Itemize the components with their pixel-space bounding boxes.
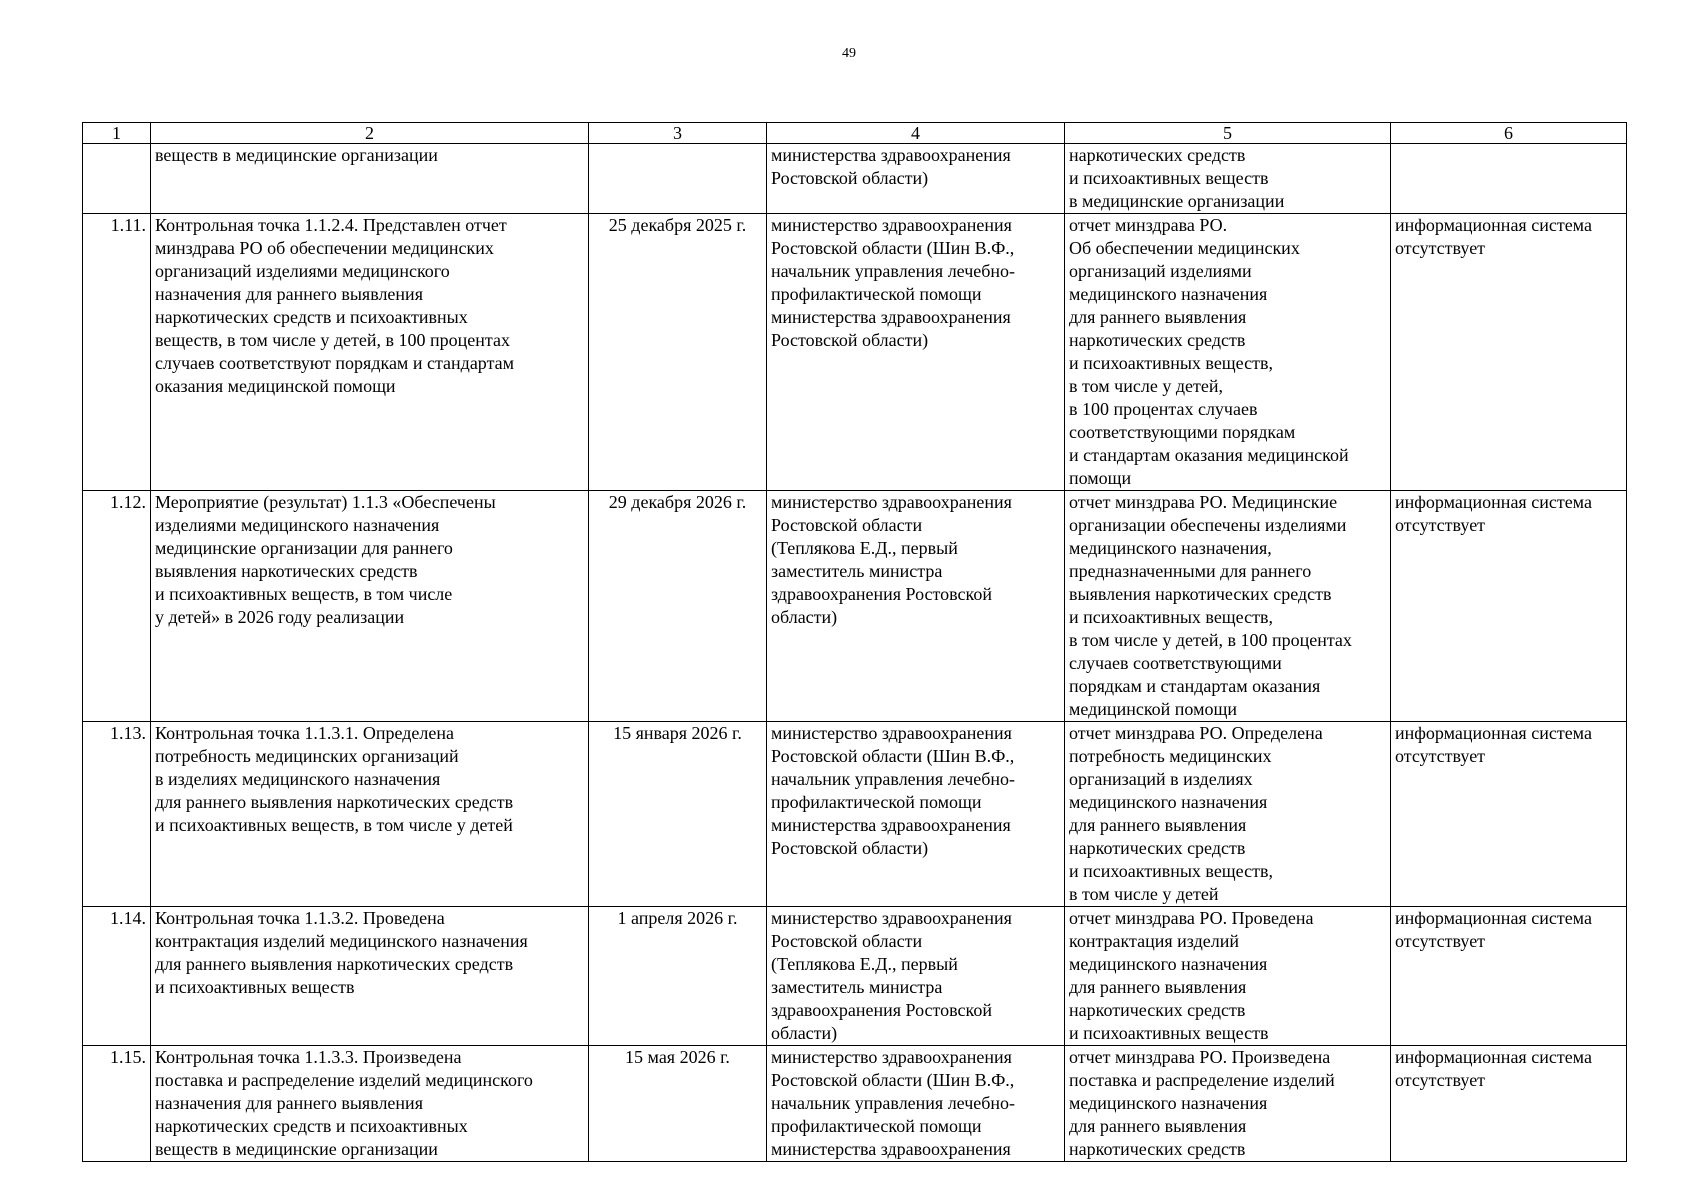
cell-text-line: в медицинские организации: [1069, 191, 1285, 211]
cell-text-line: оказания медицинской помощи: [155, 376, 396, 396]
cell-text-line: и психоактивных веществ,: [1069, 607, 1273, 627]
event-name-cell: [151, 907, 589, 1046]
info-system-cell: [1391, 1046, 1627, 1162]
cell-text-line: министерство здравоохранения: [771, 215, 1012, 235]
cell-text-line: контрактация изделий: [1069, 931, 1239, 951]
cell-text-line: информационная система: [1395, 908, 1592, 928]
cell-text-line: для раннего выявления: [1069, 977, 1247, 997]
cell-text-line: Контрольная точка 1.1.3.2. Проведена: [155, 908, 445, 928]
cell-text-line: информационная система: [1395, 215, 1592, 235]
cell-text-line: случаев соответствуют порядкам и стандартам: [155, 353, 515, 373]
cell-text-line: Ростовской области (Шин В.Ф.,: [771, 238, 1015, 258]
result-document-cell: [1065, 491, 1391, 722]
cell-text-line: соответствующими порядкам: [1069, 422, 1296, 442]
table-body: [83, 144, 1627, 1162]
cell-text-line: информационная система: [1395, 492, 1592, 512]
cell-text-line: Ростовской области (Шин В.Ф.,: [771, 1070, 1015, 1090]
cell-text-line: организаций изделиями: [1069, 261, 1252, 281]
result-document-cell: [1065, 907, 1391, 1046]
cell-text-line: министерство здравоохранения: [771, 1047, 1012, 1067]
cell-text-line: организаций изделиями медицинского: [155, 261, 450, 281]
cell-text-line: отсутствует: [1395, 746, 1486, 766]
table-row: [83, 1046, 1627, 1162]
responsible-cell: [767, 144, 1065, 214]
column-header-3: 3: [589, 123, 767, 144]
cell-text-line: начальник управления лечебно-: [771, 769, 1016, 789]
cell-text-line: министерство здравоохранения: [771, 723, 1012, 743]
cell-text-line: предназначенными для раннего: [1069, 561, 1312, 581]
cell-text-line: и психоактивных веществ: [1069, 168, 1269, 188]
cell-text-line: (Теплякова Е.Д., первый: [771, 538, 958, 558]
info-system-cell: [1391, 722, 1627, 907]
column-header-4: 4: [767, 123, 1065, 144]
cell-text-line: контрактация изделий медицинского назначения: [155, 931, 528, 951]
responsible-cell: [767, 722, 1065, 907]
cell-text-line: Контрольная точка 1.1.3.3. Произведена: [155, 1047, 462, 1067]
cell-text-line: для раннего выявления: [1069, 1116, 1247, 1136]
cell-text-line: отсутствует: [1395, 515, 1486, 535]
cell-text-line: здравоохранения Ростовской: [771, 1000, 992, 1020]
cell-text-line: отсутствует: [1395, 238, 1486, 258]
due-date-cell: 15 мая 2026 г.: [589, 1046, 767, 1162]
row-number-cell: 1.13.: [83, 722, 151, 907]
cell-text-line: в том числе у детей: [1069, 884, 1219, 904]
cell-text-line: и психоактивных веществ,: [1069, 861, 1273, 881]
cell-text-line: Ростовской области: [771, 515, 923, 535]
column-header-1: 1: [83, 123, 151, 144]
cell-text-line: Ростовской области: [771, 931, 923, 951]
cell-text-line: профилактической помощи: [771, 1116, 982, 1136]
table-row: [83, 144, 1627, 214]
due-date-cell: 1 апреля 2026 г.: [589, 907, 767, 1046]
cell-text-line: в изделиях медицинского назначения: [155, 769, 441, 789]
cell-text-line: минздрава РО об обеспечении медицинских: [155, 238, 494, 258]
cell-text-line: медицинской помощи: [1069, 699, 1237, 719]
cell-text-line: отчет минздрава РО. Определена: [1069, 723, 1323, 743]
cell-text-line: Ростовской области): [771, 168, 929, 188]
cell-text-line: (Теплякова Е.Д., первый: [771, 954, 958, 974]
responsible-cell: [767, 907, 1065, 1046]
cell-text-line: помощи: [1069, 468, 1132, 488]
cell-text-line: отсутствует: [1395, 1070, 1486, 1090]
cell-text-line: медицинские организации для раннего: [155, 538, 453, 558]
cell-text-line: министерства здравоохранения: [771, 1139, 1011, 1159]
cell-text-line: наркотических средств: [1069, 1000, 1246, 1020]
cell-text-line: Контрольная точка 1.1.2.4. Представлен отчет: [155, 215, 507, 235]
result-document-cell: [1065, 1046, 1391, 1162]
row-number-cell: 1.15.: [83, 1046, 151, 1162]
row-number-cell: 1.14.: [83, 907, 151, 1046]
cell-text-line: отчет минздрава РО. Медицинские: [1069, 492, 1338, 512]
cell-text-line: веществ в медицинские организации: [155, 1139, 438, 1159]
column-header-2: 2: [151, 123, 589, 144]
cell-text-line: для раннего выявления наркотических средств: [155, 792, 514, 812]
cell-text-line: для раннего выявления наркотических средств: [155, 954, 514, 974]
table-row: [83, 214, 1627, 491]
event-name-cell: [151, 144, 589, 214]
column-header-5: 5: [1065, 123, 1391, 144]
cell-text-line: медицинского назначения: [1069, 1093, 1268, 1113]
cell-text-line: медицинского назначения: [1069, 792, 1268, 812]
cell-text-line: отчет минздрава РО. Проведена: [1069, 908, 1314, 928]
info-system-cell: [1391, 907, 1627, 1046]
cell-text-line: выявления наркотических средств: [155, 561, 418, 581]
cell-text-line: отчет минздрава РО. Произведена: [1069, 1047, 1331, 1067]
event-name-cell: [151, 214, 589, 491]
cell-text-line: профилактической помощи: [771, 284, 982, 304]
cell-text-line: отсутствует: [1395, 931, 1486, 951]
cell-text-line: случаев соответствующими: [1069, 653, 1282, 673]
cell-text-line: потребность медицинских: [1069, 746, 1272, 766]
cell-text-line: назначения для раннего выявления: [155, 1093, 423, 1113]
cell-text-line: медицинского назначения: [1069, 954, 1268, 974]
cell-text-line: профилактической помощи: [771, 792, 982, 812]
cell-text-line: поставка и распределение изделий: [1069, 1070, 1335, 1090]
page-number: 49: [842, 46, 856, 61]
cell-text-line: и психоактивных веществ: [1069, 1023, 1269, 1043]
cell-text-line: у детей» в 2026 году реализации: [155, 607, 405, 627]
cell-text-line: информационная система: [1395, 723, 1592, 743]
cell-text-line: Мероприятие (результат) 1.1.3 «Обеспечены: [155, 492, 496, 512]
cell-text-line: для раннего выявления: [1069, 815, 1247, 835]
cell-text-line: веществ в медицинские организации: [155, 145, 438, 165]
cell-text-line: начальник управления лечебно-: [771, 261, 1016, 281]
cell-text-line: отчет минздрава РО.: [1069, 215, 1228, 235]
row-number-cell: [83, 144, 151, 214]
result-document-cell: [1065, 214, 1391, 491]
cell-text-line: Ростовской области): [771, 838, 929, 858]
cell-text-line: назначения для раннего выявления: [155, 284, 423, 304]
responsible-cell: [767, 1046, 1065, 1162]
responsible-cell: [767, 214, 1065, 491]
table-header-row: [83, 123, 1627, 144]
row-number-cell: 1.11.: [83, 214, 151, 491]
cell-text-line: наркотических средств: [1069, 838, 1246, 858]
result-document-cell: [1065, 144, 1391, 214]
result-document-cell: [1065, 722, 1391, 907]
cell-text-line: наркотических средств: [1069, 145, 1246, 165]
cell-text-line: Ростовской области): [771, 330, 929, 350]
due-date-cell: [589, 144, 767, 214]
table-row: [83, 491, 1627, 722]
event-name-cell: [151, 722, 589, 907]
cell-text-line: изделиями медицинского назначения: [155, 515, 440, 535]
cell-text-line: порядкам и стандартам оказания: [1069, 676, 1321, 696]
table-row: [83, 907, 1627, 1046]
cell-text-line: наркотических средств и психоактивных: [155, 1116, 468, 1136]
cell-text-line: организации обеспечены изделиями: [1069, 515, 1347, 535]
cell-text-line: выявления наркотических средств: [1069, 584, 1332, 604]
cell-text-line: веществ, в том числе у детей, в 100 процентах: [155, 330, 510, 350]
cell-text-line: медицинского назначения,: [1069, 538, 1272, 558]
document-table: [82, 122, 1627, 1162]
cell-text-line: министерства здравоохранения: [771, 145, 1011, 165]
cell-text-line: потребность медицинских организаций: [155, 746, 459, 766]
cell-text-line: Об обеспечении медицинских: [1069, 238, 1300, 258]
cell-text-line: в 100 процентах случаев: [1069, 399, 1258, 419]
cell-text-line: наркотических средств: [1069, 1139, 1246, 1159]
due-date-cell: 25 декабря 2025 г.: [589, 214, 767, 491]
due-date-cell: 29 декабря 2026 г.: [589, 491, 767, 722]
cell-text-line: и психоактивных веществ: [155, 977, 355, 997]
event-name-cell: [151, 491, 589, 722]
cell-text-line: наркотических средств и психоактивных: [155, 307, 468, 327]
cell-text-line: в том числе у детей, в 100 процентах: [1069, 630, 1352, 650]
cell-text-line: Ростовской области (Шин В.Ф.,: [771, 746, 1015, 766]
cell-text-line: начальник управления лечебно-: [771, 1093, 1016, 1113]
cell-text-line: и стандартам оказания медицинской: [1069, 445, 1349, 465]
cell-text-line: Контрольная точка 1.1.3.1. Определена: [155, 723, 454, 743]
cell-text-line: и психоактивных веществ, в том числе у детей: [155, 815, 513, 835]
cell-text-line: заместитель министра: [771, 977, 943, 997]
responsible-cell: [767, 491, 1065, 722]
cell-text-line: в том числе у детей,: [1069, 376, 1223, 396]
column-header-6: 6: [1391, 123, 1627, 144]
info-system-cell: [1391, 491, 1627, 722]
table-row: [83, 722, 1627, 907]
info-system-cell: [1391, 214, 1627, 491]
row-number-cell: 1.12.: [83, 491, 151, 722]
cell-text-line: министерства здравоохранения: [771, 815, 1011, 835]
info-system-cell: [1391, 144, 1627, 214]
cell-text-line: для раннего выявления: [1069, 307, 1247, 327]
due-date-cell: 15 января 2026 г.: [589, 722, 767, 907]
cell-text-line: и психоактивных веществ, в том числе: [155, 584, 453, 604]
cell-text-line: медицинского назначения: [1069, 284, 1268, 304]
cell-text-line: министерства здравоохранения: [771, 307, 1011, 327]
cell-text-line: и психоактивных веществ,: [1069, 353, 1273, 373]
cell-text-line: поставка и распределение изделий медицинского: [155, 1070, 533, 1090]
cell-text-line: организаций в изделиях: [1069, 769, 1253, 789]
cell-text-line: информационная система: [1395, 1047, 1592, 1067]
cell-text-line: наркотических средств: [1069, 330, 1246, 350]
cell-text-line: заместитель министра: [771, 561, 943, 581]
cell-text-line: министерство здравоохранения: [771, 492, 1012, 512]
cell-text-line: здравоохранения Ростовской: [771, 584, 992, 604]
cell-text-line: области): [771, 1023, 838, 1043]
event-name-cell: [151, 1046, 589, 1162]
cell-text-line: области): [771, 607, 838, 627]
cell-text-line: министерство здравоохранения: [771, 908, 1012, 928]
